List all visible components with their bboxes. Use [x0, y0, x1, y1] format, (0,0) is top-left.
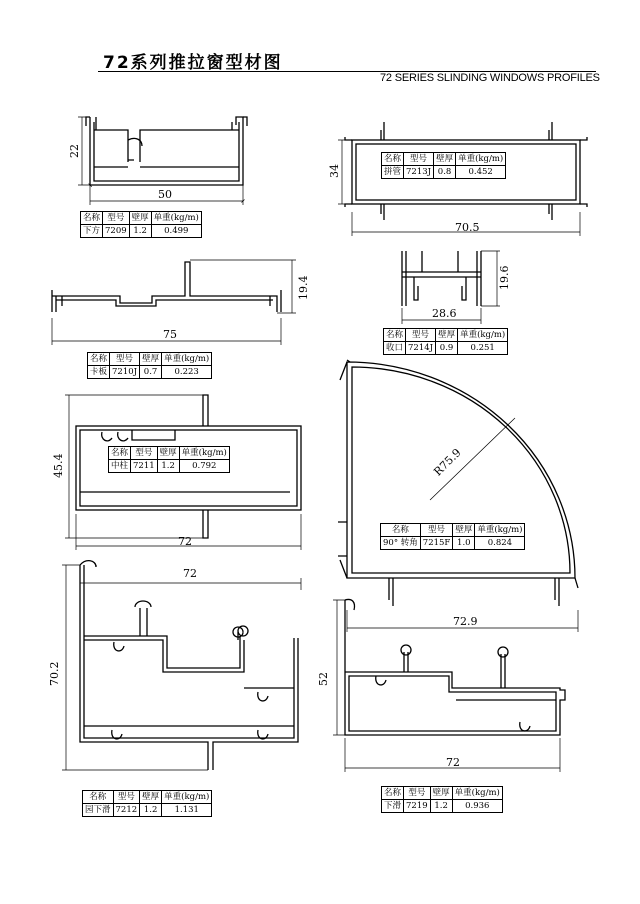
spec-value-cell: 7210J [110, 366, 140, 379]
spec-value-cell: 0.223 [162, 366, 212, 379]
spec-value-cell: 7211 [131, 460, 158, 473]
spec-value-cell: 7219 [404, 800, 431, 813]
spec-value-cell: 1.0 [453, 537, 475, 550]
spec-value-cell: 下方 [81, 225, 103, 238]
dim-7214j-height: 19.6 [498, 265, 511, 290]
spec-value-cell: 7209 [103, 225, 130, 238]
spec-table-7210j [87, 352, 212, 379]
dim-7211-height: 45.4 [52, 453, 65, 478]
spec-header-cell: 名称 [88, 353, 110, 366]
spec-value-cell: 园下滑 [83, 804, 114, 817]
dim-7210j-height: 19.4 [297, 275, 310, 300]
profile-7214j-drawing [402, 251, 481, 306]
spec-header-cell: 单重(kg/m) [456, 153, 506, 166]
spec-value-cell: 0.936 [452, 800, 502, 813]
spec-header-cell: 单重(kg/m) [452, 787, 502, 800]
spec-table-7212 [82, 790, 212, 817]
spec-value-cell: 0.7 [140, 366, 162, 379]
profile-7209-drawing [86, 117, 247, 185]
dim-7212-width: 72 [183, 567, 197, 580]
spec-header-cell: 单重(kg/m) [475, 524, 525, 537]
spec-value-cell: 0.8 [434, 166, 456, 179]
spec-header-cell: 单重(kg/m) [179, 447, 229, 460]
spec-value-cell: 1.2 [157, 460, 179, 473]
spec-value-cell: 0.499 [151, 225, 201, 238]
spec-table-7219 [381, 786, 503, 813]
profile-7210j-drawing [52, 262, 281, 312]
dim-7213j-height: 34 [328, 164, 341, 178]
dim-7211-width: 72 [178, 535, 192, 548]
spec-header-cell: 壁厚 [453, 524, 475, 537]
spec-value-cell: 0.792 [179, 460, 229, 473]
spec-header-cell: 名称 [382, 153, 404, 166]
dim-7215f-radius: R75.9 [431, 446, 464, 479]
spec-value-cell: 下滑 [382, 800, 404, 813]
spec-table-7214j [383, 328, 508, 355]
spec-header-cell: 壁厚 [129, 212, 151, 225]
spec-header-cell: 壁厚 [140, 353, 162, 366]
spec-value-cell: 7215F [420, 537, 453, 550]
spec-header-cell: 单重(kg/m) [162, 791, 212, 804]
dim-7219-height: 52 [317, 672, 330, 686]
spec-value-cell: 拼管 [382, 166, 404, 179]
spec-header-cell: 型号 [404, 153, 434, 166]
page-title: 72系列推拉窗型材图 [103, 53, 283, 73]
dim-7209-width: 50 [158, 188, 172, 201]
dim-7214j-width: 28.6 [432, 307, 457, 320]
profile-7215f-drawing [338, 360, 578, 606]
spec-value-cell: 1.2 [430, 800, 452, 813]
spec-value-cell: 中柱 [109, 460, 131, 473]
spec-value-cell: 0.452 [456, 166, 506, 179]
spec-header-cell: 单重(kg/m) [458, 329, 508, 342]
spec-header-cell: 型号 [406, 329, 436, 342]
spec-header-cell: 型号 [110, 353, 140, 366]
spec-header-cell: 壁厚 [157, 447, 179, 460]
spec-header-cell: 壁厚 [436, 329, 458, 342]
spec-table-7213j [381, 152, 506, 179]
dim-7219-width: 72 [446, 756, 460, 769]
spec-value-cell: 7212 [113, 804, 140, 817]
dim-7212-height: 70.2 [48, 661, 61, 686]
dim-7210j-width: 75 [163, 328, 177, 341]
spec-header-cell: 型号 [420, 524, 453, 537]
spec-table-7215f [380, 523, 525, 550]
spec-value-cell: 1.2 [140, 804, 162, 817]
spec-value-cell: 0.824 [475, 537, 525, 550]
spec-header-cell: 单重(kg/m) [162, 353, 212, 366]
spec-header-cell: 型号 [131, 447, 158, 460]
spec-header-cell: 名称 [381, 524, 421, 537]
spec-value-cell: 收口 [384, 342, 406, 355]
spec-value-cell: 1.2 [129, 225, 151, 238]
spec-value-cell: 7214J [406, 342, 436, 355]
spec-value-cell: 7213J [404, 166, 434, 179]
spec-header-cell: 单重(kg/m) [151, 212, 201, 225]
spec-value-cell: 卡板 [88, 366, 110, 379]
page-subtitle: 72 SERIES SLINDING WINDOWS PROFILES [380, 72, 600, 84]
spec-header-cell: 名称 [382, 787, 404, 800]
dim-7215f-width: 72.9 [453, 615, 478, 628]
spec-header-cell: 名称 [384, 329, 406, 342]
spec-header-cell: 型号 [113, 791, 140, 804]
spec-header-cell: 型号 [404, 787, 431, 800]
spec-header-cell: 壁厚 [140, 791, 162, 804]
spec-value-cell: 90° 转角 [381, 537, 421, 550]
dim-7213j-width: 70.5 [455, 221, 480, 234]
spec-value-cell: 0.9 [436, 342, 458, 355]
spec-header-cell: 名称 [81, 212, 103, 225]
spec-header-cell: 壁厚 [430, 787, 452, 800]
spec-value-cell: 0.251 [458, 342, 508, 355]
spec-table-7209 [80, 211, 202, 238]
spec-table-7211 [108, 446, 230, 473]
spec-header-cell: 名称 [109, 447, 131, 460]
dim-7209-height: 22 [68, 144, 81, 158]
spec-value-cell: 1.131 [162, 804, 212, 817]
profile-7212-drawing [80, 561, 298, 770]
spec-header-cell: 名称 [83, 791, 114, 804]
spec-header-cell: 型号 [103, 212, 130, 225]
spec-header-cell: 壁厚 [434, 153, 456, 166]
